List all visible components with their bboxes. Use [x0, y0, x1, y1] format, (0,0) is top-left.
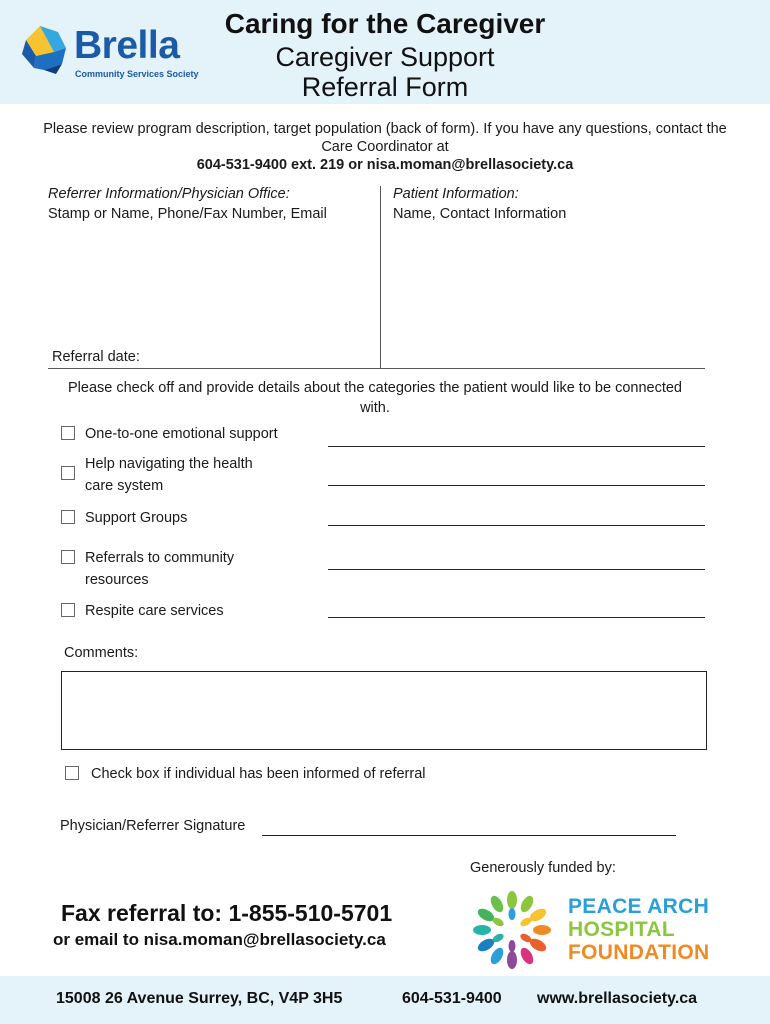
- category-checkbox-respite-care[interactable]: [61, 603, 75, 617]
- category-detail-line-community-resources[interactable]: [328, 569, 705, 570]
- referral-date-label: Referral date:: [52, 349, 140, 365]
- page-title: Caring for the Caregiver: [224, 8, 546, 39]
- footer-phone: 604-531-9400: [402, 990, 502, 1007]
- footer-address: 15008 26 Avenue Surrey, BC, V4P 3H5: [56, 990, 343, 1007]
- category-detail-line-emotional-support[interactable]: [328, 446, 705, 447]
- categories-intro: Please check off and provide details about the categories the patient would like to be connected with.: [68, 380, 682, 416]
- informed-label: Check box if individual has been informed of referral: [91, 766, 426, 782]
- referrer-details: Stamp or Name, Phone/Fax Number, Email: [48, 206, 327, 222]
- info-divider-horizontal: [48, 368, 705, 369]
- funded-by-label: Generously funded by:: [470, 860, 616, 876]
- category-detail-line-health-navigation[interactable]: [328, 485, 705, 486]
- info-divider-vertical: [380, 186, 381, 368]
- footer-website: www.brellasociety.ca: [537, 990, 698, 1007]
- informed-checkbox[interactable]: [65, 766, 79, 780]
- page-subtitle-1: Caregiver Support: [275, 42, 495, 72]
- comments-label: Comments:: [64, 645, 139, 661]
- referrer-heading: Referrer Information/Physician Office:: [48, 186, 290, 202]
- category-label-respite-care: Respite care services: [85, 603, 224, 619]
- email-referral: or email to nisa.moman@brellasociety.ca: [53, 930, 386, 949]
- page-subtitle-2: Referral Form: [301, 72, 469, 102]
- patient-details: Name, Contact Information: [393, 206, 567, 222]
- category-checkbox-community-resources[interactable]: [61, 550, 75, 564]
- category-checkbox-health-navigation[interactable]: [61, 466, 75, 480]
- comments-box[interactable]: [61, 671, 707, 750]
- logo-wordmark: Brella: [74, 24, 180, 67]
- fax-referral: Fax referral to: 1-855-510-5701: [61, 900, 393, 926]
- funder-name-line-2: HOSPITAL: [568, 918, 676, 941]
- funder-name-line-1: PEACE ARCH: [568, 895, 710, 918]
- category-detail-line-support-groups[interactable]: [328, 525, 705, 526]
- funder-name-line-3: FOUNDATION: [568, 941, 710, 964]
- signature-line[interactable]: [262, 835, 676, 836]
- category-label-support-groups: Support Groups: [85, 510, 188, 526]
- category-label-community-resources: Referrals to community resources: [85, 550, 235, 588]
- intro-text: Please review program description, target population (back of form). If you have any questions, contact the Care Coordinator at: [43, 121, 727, 155]
- intro-contact: 604-531-9400 ext. 219 or nisa.moman@brellasociety.ca: [196, 157, 574, 173]
- patient-heading: Patient Information:: [393, 186, 519, 202]
- peace-arch-foundation-logo-icon: [468, 884, 556, 972]
- category-checkbox-emotional-support[interactable]: [61, 426, 75, 440]
- category-label-health-navigation: Help navigating the health care system: [85, 456, 253, 494]
- category-label-emotional-support: One-to-one emotional support: [85, 426, 278, 442]
- signature-label: Physician/Referrer Signature: [60, 818, 246, 834]
- logo-subtitle: Community Services Society: [75, 69, 199, 79]
- category-detail-line-respite-care[interactable]: [328, 617, 705, 618]
- category-checkbox-support-groups[interactable]: [61, 510, 75, 524]
